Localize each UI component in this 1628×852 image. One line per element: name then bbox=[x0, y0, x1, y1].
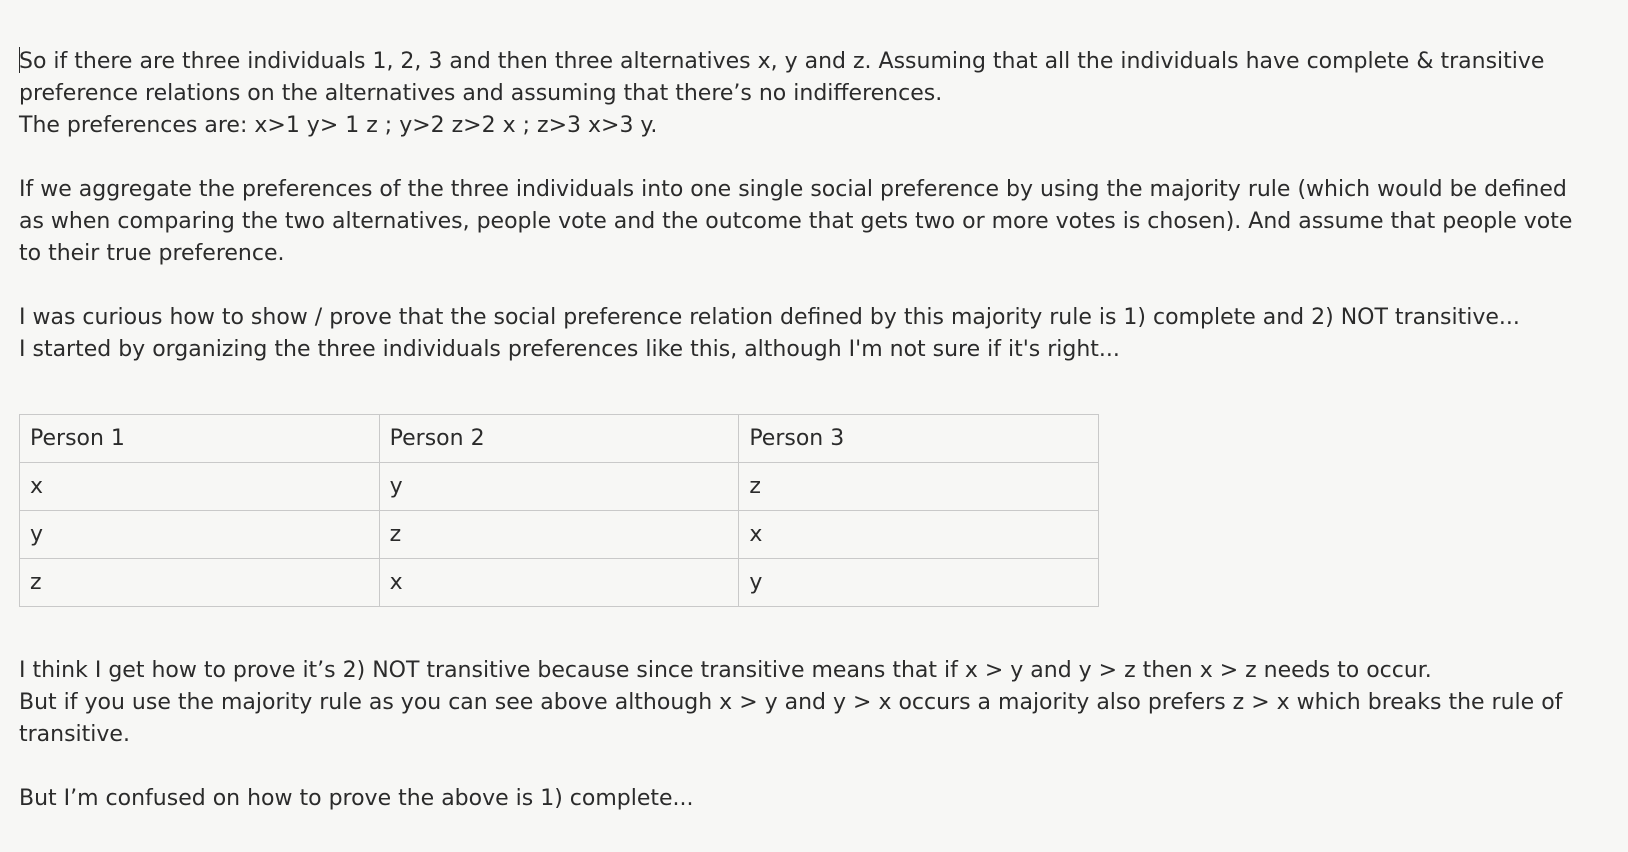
table-row bbox=[20, 463, 1099, 511]
text-line: If we aggregate the preferences of the three individuals into one single social preference by using the majority rule (which would be defined bbox=[19, 177, 1567, 202]
text-line: to their true preference. bbox=[19, 241, 285, 266]
paragraph-transitivity bbox=[19, 655, 1609, 751]
table-header-cell: Person 1 bbox=[20, 415, 380, 463]
text-line: transitive. bbox=[19, 722, 130, 747]
table-cell: x bbox=[379, 559, 739, 607]
text-line: But I’m confused on how to prove the above is 1) complete... bbox=[19, 786, 694, 811]
table-cell: x bbox=[739, 511, 1099, 559]
text-line: as when comparing the two alternatives, people vote and the outcome that gets two or more votes is chosen). And assume that people vote bbox=[19, 209, 1573, 234]
text-line: I started by organizing the three individuals preferences like this, although I'm not sure if it's right... bbox=[19, 337, 1120, 362]
table-cell: y bbox=[20, 511, 380, 559]
blank-line bbox=[19, 751, 1609, 783]
note-editor[interactable] bbox=[19, 46, 1609, 815]
text-line: So if there are three individuals 1, 2, 3 and then three alternatives x, y and z. Assuming that all the individuals have complete & transitive bbox=[19, 49, 1545, 74]
paragraph-majority-rule bbox=[19, 174, 1609, 270]
text-line: preference relations on the alternatives and assuming that there’s no indifferences. bbox=[19, 81, 943, 106]
table-cell: z bbox=[379, 511, 739, 559]
table-cell: y bbox=[379, 463, 739, 511]
preferences-table bbox=[19, 414, 1099, 607]
text-line: I was curious how to show / prove that the social preference relation defined by this majority rule is 1) complete and 2) NOT transitive... bbox=[19, 305, 1520, 330]
table-row bbox=[20, 559, 1099, 607]
text-line: I think I get how to prove it’s 2) NOT transitive because since transitive means that if x > y and y > z then x > z needs to occur. bbox=[19, 658, 1432, 683]
table-cell: z bbox=[739, 463, 1099, 511]
table-cell: z bbox=[20, 559, 380, 607]
text-line: The preferences are: x>1 y> 1 z ; y>2 z>2 x ; z>3 x>3 y. bbox=[19, 113, 658, 138]
blank-line bbox=[19, 142, 1609, 174]
paragraph-question bbox=[19, 302, 1609, 366]
table-cell: y bbox=[739, 559, 1099, 607]
paragraph-intro bbox=[19, 46, 1609, 142]
text-line: But if you use the majority rule as you can see above although x > y and y > x occurs a majority also prefers z > x which breaks the rule of bbox=[19, 690, 1563, 715]
table-row bbox=[20, 511, 1099, 559]
blank-line bbox=[19, 270, 1609, 302]
paragraph-completeness bbox=[19, 783, 1609, 815]
table-cell: x bbox=[20, 463, 380, 511]
table-header-row bbox=[20, 415, 1099, 463]
table-header-cell: Person 2 bbox=[379, 415, 739, 463]
table-header-cell: Person 3 bbox=[739, 415, 1099, 463]
